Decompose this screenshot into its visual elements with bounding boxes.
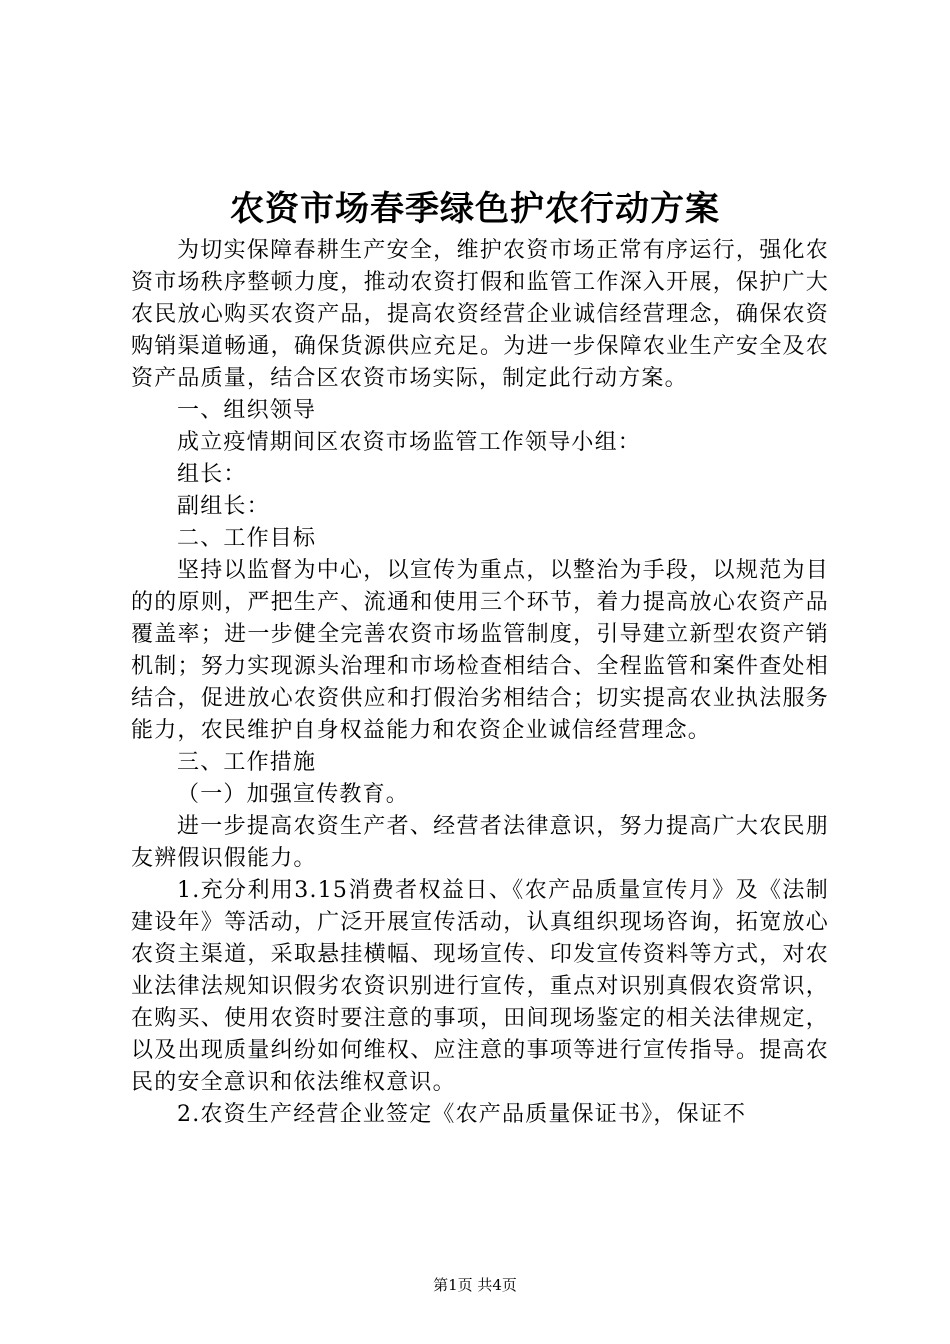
intro-paragraph: 为切实保障春耕生产安全，维护农资市场正常有序运行，强化农资市场秩序整顿力度，推动农资打假和监管工作深入开展，保护广大农民放心购买农资产品，提高农资经营企业诚信经营理念，确保农资购销渠道畅通，确保货源供应充足。为进一步保障农业生产安全及农资产品质量，结合区农资市场实际，制定此行动方案。 [131,238,829,391]
list-item: 1.充分利用3.15消费者权益日、《农产品质量宣传月》及《法制建设年》等活动，广泛开展宣传活动，认真组织现场咨询，拓宽放心农资主渠道，采取悬挂横幅、现场宣传、印发宣传资料等方式，对农业法律法规知识假劣农资识别进行宣传，重点对识别真假农资常识，在购买、使用农资时要注意的事项，田间现场鉴定的相关法律规定，以及出现质量纠纷如何维权、应注意的事项等进行宣传指导。提高农民的安全意识和依法维权意识。 [131,878,829,1095]
document-body [131,235,829,1131]
subsection-heading: （一）加强宣传教育。 [177,782,410,807]
body-paragraph: 进一步提高农资生产者、经营者法律意识，努力提高广大农民朋友辨假识假能力。 [131,814,829,871]
body-paragraph: 坚持以监督为中心，以宣传为重点，以整治为手段，以规范为目的的原则，严把生产、流通和使用三个环节，着力提高放心农资产品覆盖率；进一步健全完善农资市场监管制度，引导建立新型农资产销机制；努力实现源头治理和市场检查相结合、全程监管和案件查处相结合，促进放心农资供应和打假治劣相结合；切实提高农业执法服务能力，农民维护自身权益能力和农资企业诚信经营理念。 [131,558,829,743]
deputy-leader-line: 副组长： [177,494,270,519]
body-paragraph: 成立疫情期间区农资市场监管工作领导小组： [177,430,642,455]
page-footer: 第1页 共4页 [433,1276,517,1294]
leader-line: 组长： [177,462,247,487]
section-heading-measures: 三、工作措施 [177,750,317,775]
section-heading-organization: 一、组织领导 [177,398,317,423]
document-title: 农资市场春季绿色护农行动方案 [230,189,720,229]
list-item: 2.农资生产经营企业签定《农产品质量保证书》，保证不 [177,1102,747,1127]
section-heading-goals: 二、工作目标 [177,526,317,551]
